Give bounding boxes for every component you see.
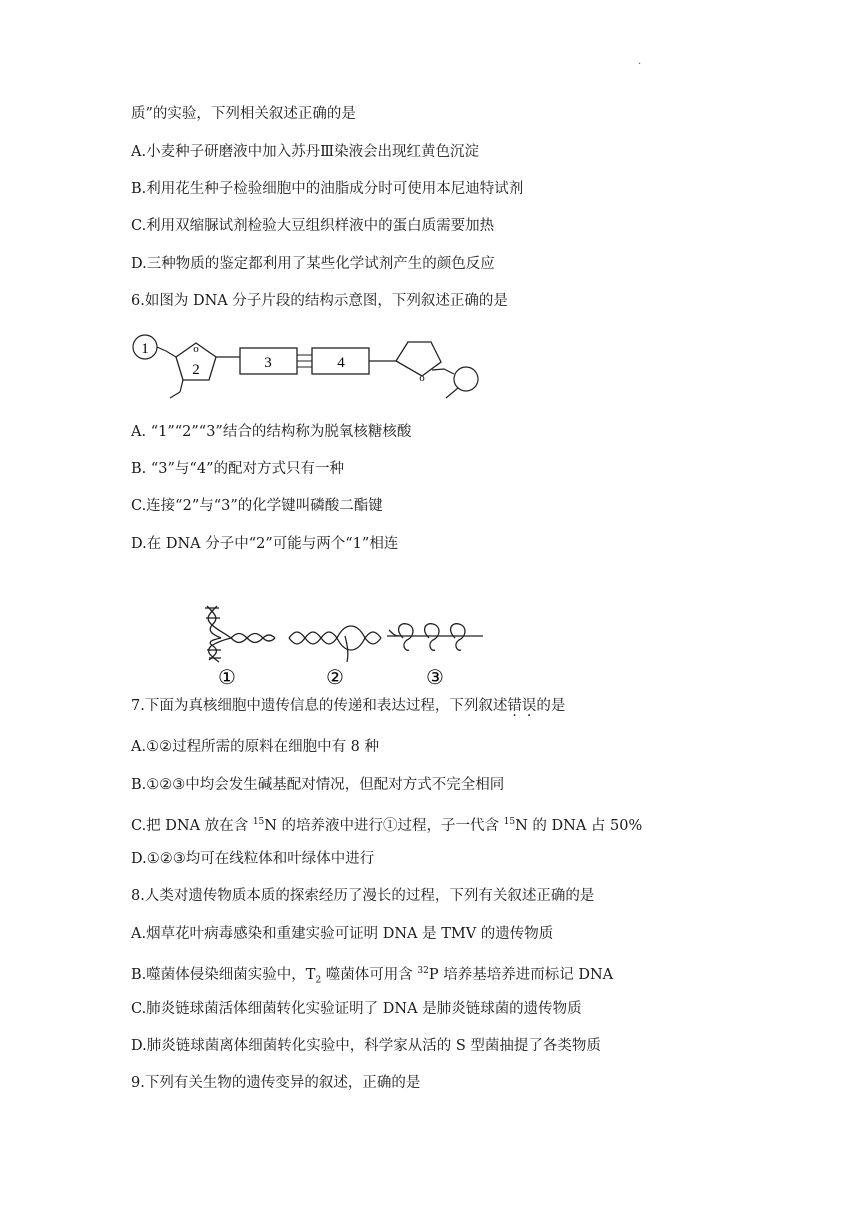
figure-label-1: ①: [218, 667, 236, 688]
emphasis-char-1: 错: [507, 698, 522, 714]
replication-fork-figure: [205, 606, 275, 662]
q8-stem: 8.人类对遗传物质本质的探索经历了漫长的过程，下列有关叙述正确的是: [131, 888, 595, 904]
gene-expression-diagram: [195, 600, 495, 688]
q7-option-c: C.把 DNA 放在含 $^{15}$N 的培养液中进行①过程，子一代含 $^{15}$N 的 DNA 占 50%: [131, 817, 643, 834]
q8-option-c: C.肺炎链球菌活体细菌转化实验证明了 DNA 是肺炎链球菌的遗传物质: [131, 1001, 582, 1017]
q7-option-b: B.①②③中均会发生碱基配对情况，但配对方式不完全相同: [131, 777, 505, 793]
q6-stem: 6.如图为 DNA 分子片段的结构示意图，下列叙述正确的是: [131, 293, 508, 309]
q6-option-d: D.在 DNA 分子中“2”可能与两个“1”相连: [131, 536, 399, 552]
label-1: 1: [141, 341, 149, 357]
q8-option-a: A.烟草花叶病毒感染和重建实验可证明 DNA 是 TMV 的遗传物质: [131, 926, 554, 942]
label-2: 2: [192, 362, 200, 378]
dna-structure-diagram: [128, 326, 488, 406]
q5-stem-tail: 质”的实验，下列相关叙述正确的是: [131, 106, 356, 122]
q8-option-b: B.噬菌体侵染细菌实验中，$T_2$ 噬菌体可用含 $^{32}$P 培养基培养进而标记 DNA: [131, 966, 614, 986]
q9-stem: 9.下列有关生物的遗传变异的叙述，正确的是: [131, 1075, 421, 1091]
phosphate-circle-right: [454, 367, 478, 391]
svg-text:o: o: [193, 343, 199, 355]
q6-option-b: B. “3”与“4”的配对方式只有一种: [131, 461, 344, 477]
q5-option-b: B.利用花生种子检验细胞中的油脂成分时可使用本尼迪特试剂: [131, 181, 524, 197]
q7-option-a: A.①②过程所需的原料在细胞中有 8 种: [131, 739, 380, 755]
q5-option-d: D.三种物质的鉴定都利用了某些化学试剂产生的颜色反应: [131, 256, 495, 272]
q5-option-a: A.小麦种子研磨液中加入苏丹Ⅲ染液会出现红黄色沉淀: [131, 144, 480, 160]
translation-figure: [387, 624, 483, 651]
q6-option-c: C.连接“2”与“3”的化学键叫磷酸二酯键: [131, 498, 383, 514]
emphasis-char-2: 误: [521, 698, 537, 714]
label-3: 3: [264, 355, 272, 371]
page-mark: .: [638, 56, 642, 67]
figure-label-2: ②: [326, 667, 344, 688]
q5-option-c: C.利用双缩脲试剂检验大豆组织样液中的蛋白质需要加热: [131, 218, 495, 234]
deoxyribose-pentagon-right: [396, 342, 441, 376]
label-4: 4: [337, 355, 345, 371]
q8-option-d: D.肺炎链球菌离体细菌转化实验中，科学家从活的 S 型菌抽提了各类物质: [131, 1038, 601, 1054]
q6-option-a: A. “1”“2”“3”结合的结构称为脱氧核糖核酸: [131, 424, 412, 440]
svg-text:o: o: [419, 372, 425, 384]
figure-label-3: ③: [426, 667, 444, 688]
q7-option-d: D.①②③均可在线粒体和叶绿体中进行: [131, 851, 375, 867]
transcription-figure: [289, 626, 381, 662]
q7-stem: 7.下面为真核细胞中遗传信息的传递和表达过程，下列叙述错误的是: [131, 698, 566, 714]
